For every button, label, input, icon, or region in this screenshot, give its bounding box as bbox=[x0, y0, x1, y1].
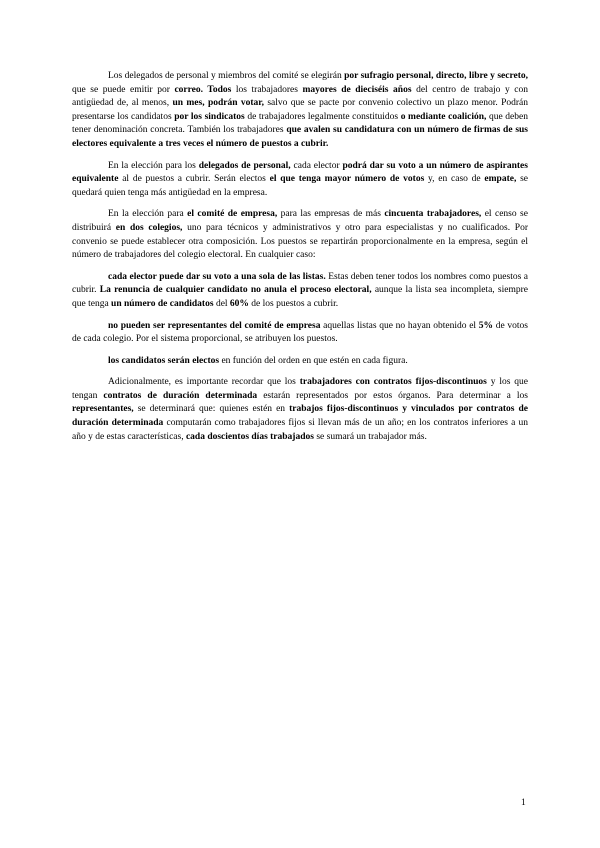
text-run: se quedará quien tenga más antigüedad en la empresa. bbox=[72, 174, 528, 198]
bold-text: el comité de empresa, bbox=[187, 209, 278, 220]
text-run: En la elección para los bbox=[108, 160, 199, 171]
bold-text: delegados de personal, bbox=[198, 160, 291, 171]
bold-text: cada doscientos días trabajados bbox=[185, 431, 314, 442]
text-run: el censo se distribuirá bbox=[72, 209, 528, 233]
bold-text: el que tenga mayor número de votos bbox=[269, 174, 425, 185]
text-run: aquellas listas que no hayan obtenido el bbox=[320, 320, 479, 331]
text-run: de los puestos a cubrir. bbox=[248, 298, 339, 309]
text-run: del centro de trabajo y con antigüedad de, al menos, bbox=[72, 84, 528, 109]
document-body bbox=[72, 70, 528, 452]
bold-text: que avalen su candidatura con un número de firmas de sus electores equivalente a tres veces el número de puestos a cubrir. bbox=[72, 125, 528, 149]
text-run: los trabajadores bbox=[231, 84, 303, 95]
bold-text: no pueden ser representantes del comité de empresa bbox=[108, 320, 321, 331]
text-run: del bbox=[213, 298, 230, 309]
paragraph bbox=[72, 160, 528, 201]
text-run: aunque la lista sea incompleta, siempre que tenga bbox=[72, 285, 528, 309]
paragraph bbox=[72, 70, 528, 152]
paragraph bbox=[72, 208, 528, 262]
paragraph bbox=[72, 320, 528, 347]
text-run: computarán como trabajadores fijos si llevan más de un año; en los contratos inferiores a un año y de estas características, bbox=[72, 418, 528, 442]
paragraph bbox=[72, 271, 528, 312]
bold-text: La renuncia de cualquier candidato no anula el proceso electoral, bbox=[99, 285, 372, 296]
bold-text: por los sindicatos bbox=[174, 111, 245, 122]
bold-text: un mes, podrán votar, bbox=[172, 98, 264, 109]
bold-text: podrá dar su voto a un número de aspirantes equivalente bbox=[72, 160, 528, 185]
bold-text: o mediante coalición, bbox=[400, 111, 487, 122]
bold-text: empate, bbox=[484, 174, 517, 185]
text-run: y, en caso de bbox=[424, 174, 485, 185]
text-run: estarán representados por estos órganos. Para determinar a los bbox=[257, 390, 528, 401]
bold-text: un número de candidatos bbox=[111, 298, 214, 309]
bold-text: trabajos fijos-discontinuos y vinculados por contratos de duración determinada bbox=[72, 404, 528, 429]
text-run: se sumará un trabajador más. bbox=[313, 431, 427, 442]
bold-text: mayores de dieciséis años bbox=[302, 84, 412, 95]
bold-text: 5% bbox=[478, 320, 494, 331]
page-number: 1 bbox=[521, 798, 526, 808]
text-run: en función del orden en que estén en cada figura. bbox=[219, 355, 408, 366]
text-run: y los que tengan bbox=[72, 377, 529, 401]
text-run: Los delegados de personal y miembros del comité se elegirán bbox=[108, 71, 345, 81]
text-run: que deben tener denominación concreta. También los trabajadores bbox=[72, 111, 528, 136]
text-run: al de puestos a cubrir. Serán electos bbox=[118, 174, 270, 185]
bold-text: representantes, bbox=[72, 404, 134, 415]
text-run: se determinará que: quienes estén en bbox=[133, 404, 290, 415]
bold-text: trabajadores con contratos fijos-discontinuos bbox=[299, 377, 487, 388]
bold-text: en dos colegios, bbox=[115, 222, 183, 233]
text-run: para las empresas de más bbox=[277, 209, 385, 220]
bold-text: 60% bbox=[229, 298, 249, 309]
text-run: de votos de cada colegio. Por el sistema proporcional, se atribuyen los puestos. bbox=[72, 320, 528, 345]
text-run: En la elección para bbox=[108, 209, 188, 220]
bold-text: por sufragio personal, directo, libre y secreto, bbox=[344, 71, 528, 81]
bold-text: correo. Todos bbox=[174, 84, 232, 95]
text-run: cada elector bbox=[290, 160, 343, 171]
bold-text: los candidatos serán electos bbox=[108, 355, 220, 366]
text-run: Adicionalmente, es importante recordar que los bbox=[108, 377, 300, 388]
text-run: de trabajadores legalmente constituidos bbox=[244, 111, 401, 122]
bold-text: contratos de duración determinada bbox=[103, 390, 258, 401]
bold-text: cincuenta trabajadores, bbox=[384, 209, 482, 220]
text-run: que se puede emitir por bbox=[72, 84, 175, 95]
text-run: uno para técnicos y administrativos y otro para especialistas y no cualificados. Por convenio se puede establecer otra composición. Los puestos se repartirán proporcionalmente en la empresa, según el número de trabajadores del colegio electoral. En cualquier caso: bbox=[72, 222, 529, 261]
text-run: salvo que se pacte por convenio colectivo un plazo menor. Podrán presentarse los candidatos bbox=[72, 98, 528, 122]
paragraph bbox=[72, 355, 528, 369]
paragraph bbox=[72, 376, 528, 444]
text-run: Estas deben tener todos los nombres como puestos a cubrir. bbox=[72, 271, 528, 296]
bold-text: cada elector puede dar su voto a una sola de las listas. bbox=[108, 271, 326, 282]
